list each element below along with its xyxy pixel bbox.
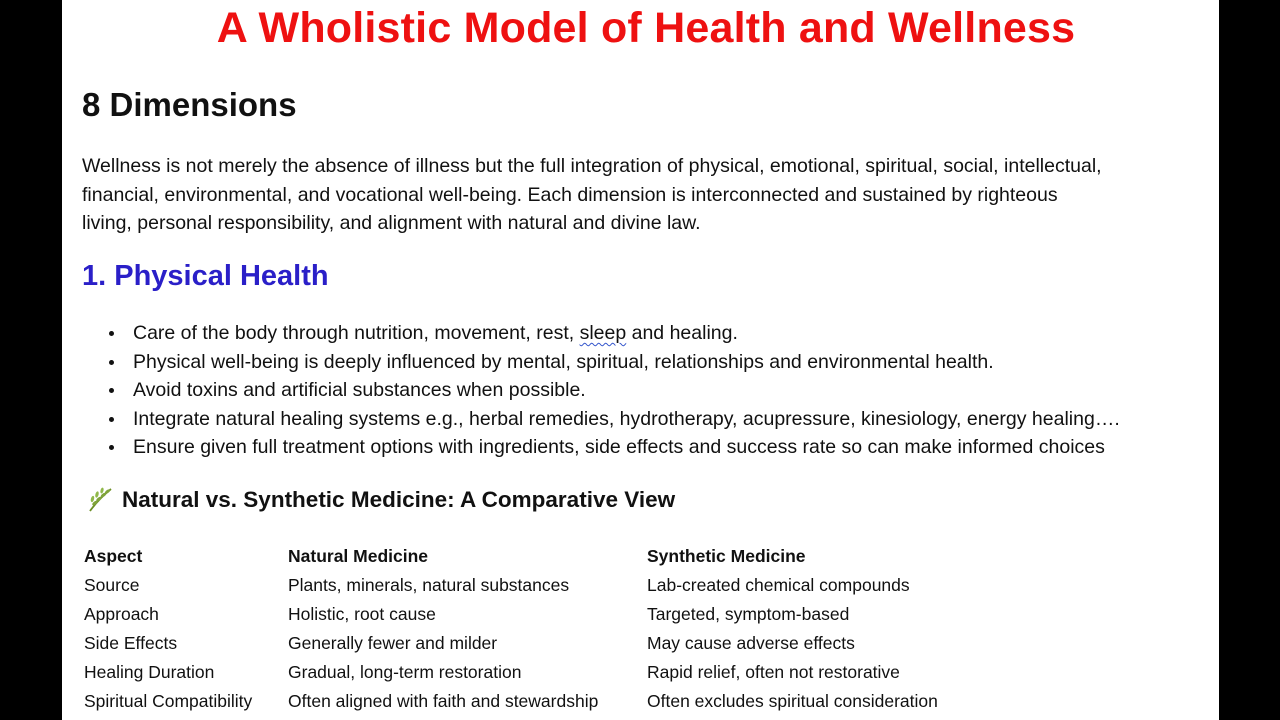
- intro-line: Wellness is not merely the absence of illness but the full integration of physical, emotional, spiritual, social, intellectual,: [82, 155, 1102, 177]
- document-page: [62, 0, 1219, 720]
- physical-health-bullet-list: [106, 319, 1120, 462]
- intro-line: living, personal responsibility, and alignment with natural and divine law.: [82, 212, 701, 234]
- column-header: Aspect: [84, 546, 143, 566]
- bullet-text: Integrate natural healing systems e.g., herbal remedies, hydrotherapy, acupressure, kinesiology, energy healing….: [133, 407, 1120, 430]
- table-row: [84, 600, 977, 629]
- table-cell: May cause adverse effects: [647, 633, 855, 653]
- table-row: [84, 687, 977, 716]
- comparison-table: [84, 542, 977, 716]
- table-cell: Generally fewer and milder: [288, 633, 498, 653]
- table-cell: Healing Duration: [84, 662, 215, 682]
- physical-health-heading: 1. Physical Health: [82, 260, 329, 292]
- table-cell: Source: [84, 575, 140, 595]
- table-cell: Gradual, long-term restoration: [288, 662, 522, 682]
- comparison-heading-text: Natural vs. Synthetic Medicine: A Comparative View: [122, 487, 676, 512]
- table-cell: Often aligned with faith and stewardship: [288, 691, 599, 711]
- bullet-dot-icon: [109, 388, 114, 393]
- bullet-item: [106, 376, 1120, 405]
- table-cell: Approach: [84, 604, 159, 624]
- column-header: Natural Medicine: [288, 546, 429, 566]
- dimensions-subtitle: 8 Dimensions: [82, 86, 297, 123]
- bullet-dot-icon: [109, 445, 114, 450]
- table-cell: Lab-created chemical compounds: [647, 575, 910, 595]
- table-cell: Side Effects: [84, 633, 178, 653]
- bullet-dot-icon: [109, 360, 114, 365]
- document-title: A Wholistic Model of Health and Wellness: [216, 4, 1076, 52]
- bullet-item: [106, 405, 1120, 434]
- bullet-text: Avoid toxins and artificial substances when possible.: [133, 379, 586, 402]
- table-cell: Spiritual Compatibility: [84, 691, 253, 711]
- bullet-text: Care of the body through nutrition, movement, rest,: [133, 322, 580, 344]
- table-cell: Targeted, symptom-based: [647, 604, 850, 624]
- bullet-text: and healing.: [626, 322, 738, 344]
- table-cell: Often excludes spiritual consideration: [647, 691, 938, 711]
- table-row: [84, 629, 977, 658]
- comparison-heading: [86, 486, 675, 514]
- spellcheck-flagged-word[interactable]: sleep: [579, 322, 627, 344]
- table-row: [84, 571, 977, 600]
- table-cell: Holistic, root cause: [288, 604, 436, 624]
- table-row: [84, 658, 977, 687]
- bullet-item: [106, 319, 1120, 348]
- intro-paragraph: [82, 152, 1212, 238]
- table-header-row: [84, 542, 977, 571]
- bullet-text: Physical well-being is deeply influenced by mental, spiritual, relationships and environmental health.: [133, 350, 994, 373]
- intro-line: financial, environmental, and vocational well-being. Each dimension is interconnected and sustained by righteous: [82, 183, 1058, 206]
- bullet-item: [106, 348, 1120, 377]
- column-header: Synthetic Medicine: [647, 546, 806, 566]
- bullet-item: [106, 433, 1120, 462]
- herb-leaf-icon: [86, 486, 114, 514]
- table-cell: Plants, minerals, natural substances: [288, 575, 570, 595]
- bullet-dot-icon: [109, 331, 114, 336]
- bullet-dot-icon: [109, 417, 114, 422]
- bullet-text: Ensure given full treatment options with ingredients, side effects and success rate so can make informed choices: [133, 436, 1105, 459]
- table-cell: Rapid relief, often not restorative: [647, 662, 900, 682]
